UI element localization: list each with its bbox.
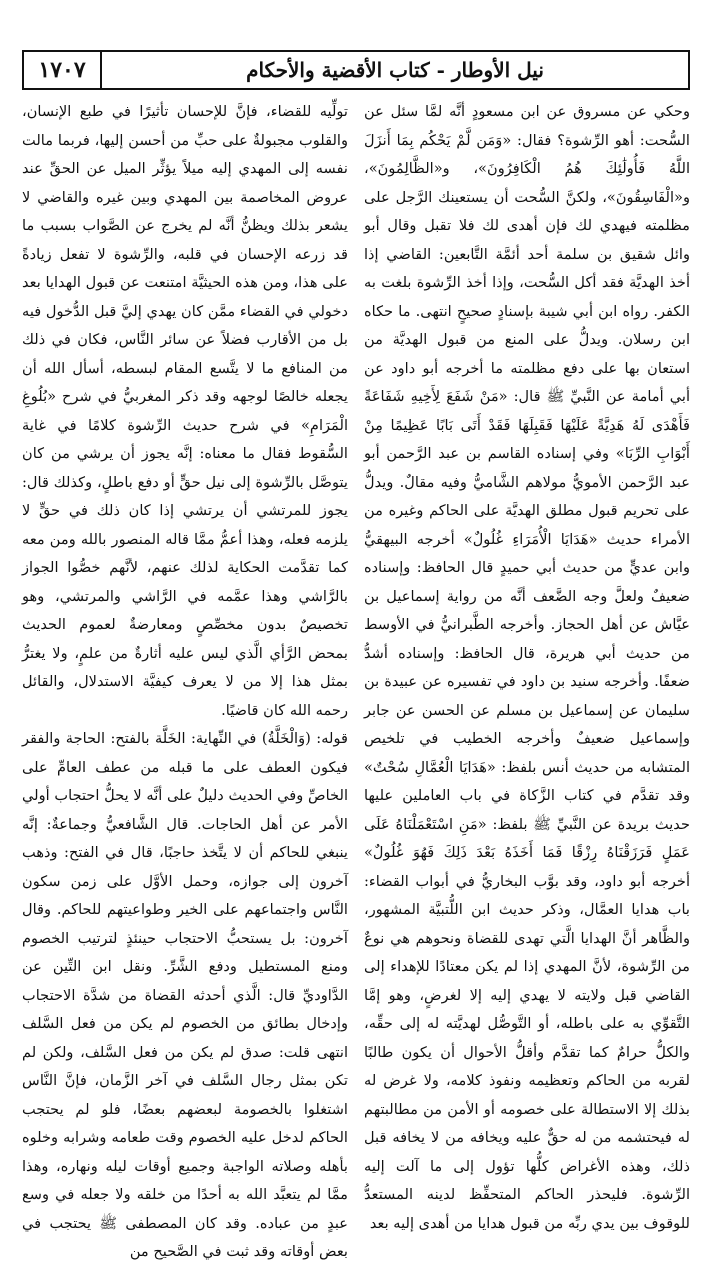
- right-column: [364, 98, 690, 1232]
- left-column-paragraph-1: تولِّيه للقضاء، فإنَّ للإحسان تأثيرًا في طبع الإنسان، والقلوب مجبولةٌ على حبِّ من أحسن إليها، فربما مالت نفسه إلى المهدي إليه ميلاً يؤثِّر الميل عن الحقِّ عند عروض المخاصمة بين المهدي وبين غيره والقاضي لا يشعر بذلك ويظنُّ أنَّه لم يخرج عن الصَّواب بسبب ما قد زرعه الإحسان في قلبه، والرِّشوة لا تفعل زيادةً على هذا، ومن هذه الحيثيَّة امتنعت عن قبول الهدايا بعد دخولي في القضاء ممَّن كان يهدي إليَّ قبل الدُّخول فيه بل من الأقارب فضلاً عن سائر النَّاس، فكان في ذلك من المنافع ما لا يتَّسع المقام لبسطه، أسأل الله أن يجعله خالصًا لوجهه وقد ذكر المغربيُّ في شرح «بُلُوغِ الْمَرَامِ» في شرح حديث الرِّشوة كلامًا في غاية السُّقوط فقال ما معناه: إنَّه يجوز أن يرشي من كان يتوصَّل بالرِّشوة إلى نيل حقٍّ أو دفع باطلٍ، وكذلك قال: يجوز للمرتشي أن يرتشي إذا كان ذلك في حقٍّ لا يلزمه فعله، وهذا أعمُّ ممَّا قاله المنصور بالله ومن معه كما تقدَّمت الحكاية لذلك عنهم، لأنَّهم خصُّوا الجواز بالرَّاشي وهذا عمَّمه في الرَّاشي والمرتشي، وهو تخصيصٌ بدون مخصِّصٍ ومعارضةٌ لعموم الحديث بمحض الرَّأي الَّذي ليس عليه أثارةٌ من علمٍ، ولا يغترُّ بمثل هذا إلا من لا يعرف كيفيَّة الاستدلال، والقائل رحمه الله كان قاضيًا.: [22, 103, 348, 719]
- left-column: [22, 98, 348, 1260]
- page-header: [22, 50, 690, 90]
- right-column-text: وحكي عن مسروق عن ابن مسعودٍ أنَّه لمَّا سئل عن السُّحت: أهو الرِّشوة؟ فقال: «وَمَن لَّمْ يَحْكُم بِمَا أَنزَلَ اللَّهُ فَأُولَٰئِكَ هُمُ الْكَافِرُونَ»، و«الظَّالِمُونَ»، و«الْفَاسِقُونَ»، ولكنَّ السُّحت أن يستعينك الرَّجل على مظلمته فيهدي لك فإن أهدى لك فلا تقبل وقال أبو وائل شقيق بن سلمة أحد أئمَّة التَّابعين: القاضي إذا أخذ الهديَّة فقد أكل السُّحت، وإذا أخذ الرِّشوة بلغت به الكفر. رواه ابن أبي شيبة بإسنادٍ صحيحٍ انتهى. ما حكاه ابن رسلان. ويدلُّ على المنع من قبول الهديَّة من استعان بها على دفع مظلمته ما أخرجه أبو داود عن أبي أمامة عن النَّبيِّ ﷺ قال: «مَنْ شَفَعَ لِأَخِيهِ شَفَاعَةً فَأَهْدَى لَهُ هَدِيَّةً عَلَيْهَا فَقَبِلَهَا فَقَدْ أَتَى بَابًا عَظِيمًا مِنْ أَبْوَابِ الرِّبَا» وفي إسناده القاسم بن عبد الرَّحمن أبو عبد الرَّحمن الأمويُّ مولاهم الشَّاميُّ وفيه مقالٌ. ويدلُّ على تحريم قبول مطلق الهديَّة على الحاكم وغيره من الأمراء حديث «هَدَايَا الْأُمَرَاءِ غُلُولٌ» أخرجه البيهقيُّ وابن عديٍّ من حديث أبي حميدٍ قال الحافظ: وإسناده ضعيفٌ ولعلَّ وجه الضَّعف أنَّه من رواية إسماعيل بن عيَّاش عن أهل الحجاز. وأخرجه الطَّبرانيُّ في الأوسط من حديث أبي هريرة، قال الحافظ: وإسناده أشدُّ ضعفًا. وأخرجه سنيد بن داود في تفسيره عن عبيدة بن سليمان عن إسماعيل بن مسلم عن الحسن عن جابر وإسماعيل ضعيفٌ وأخرجه الخطيب في تلخيص المتشابه من حديث أنس بلفظ: «هَدَايَا الْعُمَّالِ سُحْتٌ» وقد تقدَّم في كتاب الزَّكاة في باب العاملين عليها حديث بريدة عن النَّبيِّ ﷺ بلفظ: «مَنِ اسْتَعْمَلْنَاهُ عَلَى عَمَلٍ فَرَزَقْنَاهُ رِزْقًا فَمَا أَخَذَهُ بَعْدَ ذَلِكَ فَهُوَ غُلُولٌ» أخرجه أبو داود، وقد بوَّب البخاريُّ في أبواب القضاء: باب هدايا العمَّال، وذكر حديث ابن اللُّتبيَّة المشهور، والظَّاهر أنَّ الهدايا الَّتي تهدى للقضاة ونحوهم هي نوعٌ من الرِّشوة، لأنَّ المهدي إذا لم يكن معتادًا للإهداء إلى القاضي قبل ولايته لا يهدي إليه إلا لغرضٍ، وهو إمَّا التَّقوِّي به على باطله، أو التَّوصُّل لهديَّته له إلى حقِّه، والكلُّ حرامٌ كما تقدَّم وأقلُّ الأحوال أن يكون طالبًا لقربه من الحاكم وتعظيمه ونفوذ كلامه، ولا غرض له بذلك إلا الاستطالة على خصومه أو الأمن من مطالبتهم له فيحتشمه من له حقٌّ عليه ويخافه من لا يخافه قبل ذلك، وهذه الأغراض كلُّها تؤول إلى ما آلت إليه الرِّشوة. فليحذر الحاكم المتحفِّظ لدينه المستعدُّ للوقوف بين يدي ربِّه من قبول هدايا من أهدى إليه بعد: [364, 103, 690, 1232]
- running-title: نيل الأوطار - كتاب الأقضية والأحكام: [246, 58, 544, 82]
- page-number: ١٧٠٧: [24, 52, 102, 88]
- left-column-paragraph-2: قوله: (وَالْخَلَّةُ) في النِّهاية: الخَلَّة بالفتح: الحاجة والفقر فيكون العطف على ما قبله من عطف العامِّ على الخاصِّ وفي الحديث دليلٌ على أنَّه لا يحلُّ احتجاب أولي الأمر عن أهل الحاجات. قال الشَّافعيُّ وجماعةٌ: إنَّه ينبغي للحاكم أن لا يتَّخذ حاجبًا، قال في الفتح: وذهب آخرون إلى جوازه، وحمل الأوَّل على زمن سكون النَّاس واجتماعهم على الخير وطواعيتهم للحاكم. وقال آخرون: بل يستحبُّ الاحتجاب حينئذٍ لترتيب الخصوم ومنع المستطيل ودفع الشَّرِّ. ونقل ابن التِّين عن الدَّاوديِّ قال: الَّذي أحدثه القضاة من شدَّة الاحتجاب وإدخال بطائق من الخصوم لم يكن من فعل السَّلف انتهى قلت: صدق لم يكن من فعل السَّلف، ولكن لم تكن بمثل رجال السَّلف في آخر الزَّمان، فإنَّ النَّاس اشتغلوا بالخصومة لبعضهم بعضًا، فلو لم يحتجب الحاكم لدخل عليه الخصوم وقت طعامه وشرابه وخلوه بأهله وصلاته الواجبة وجميع أوقات ليله ونهاره، وهذا ممَّا لم يتعبَّد الله به أحدًا من خلقه ولا جعله في وسع عبدٍ من عباده. وقد كان المصطفى ﷺ يحتجب في بعض أوقاته وقد ثبت في الصَّحيح من: [22, 730, 348, 1260]
